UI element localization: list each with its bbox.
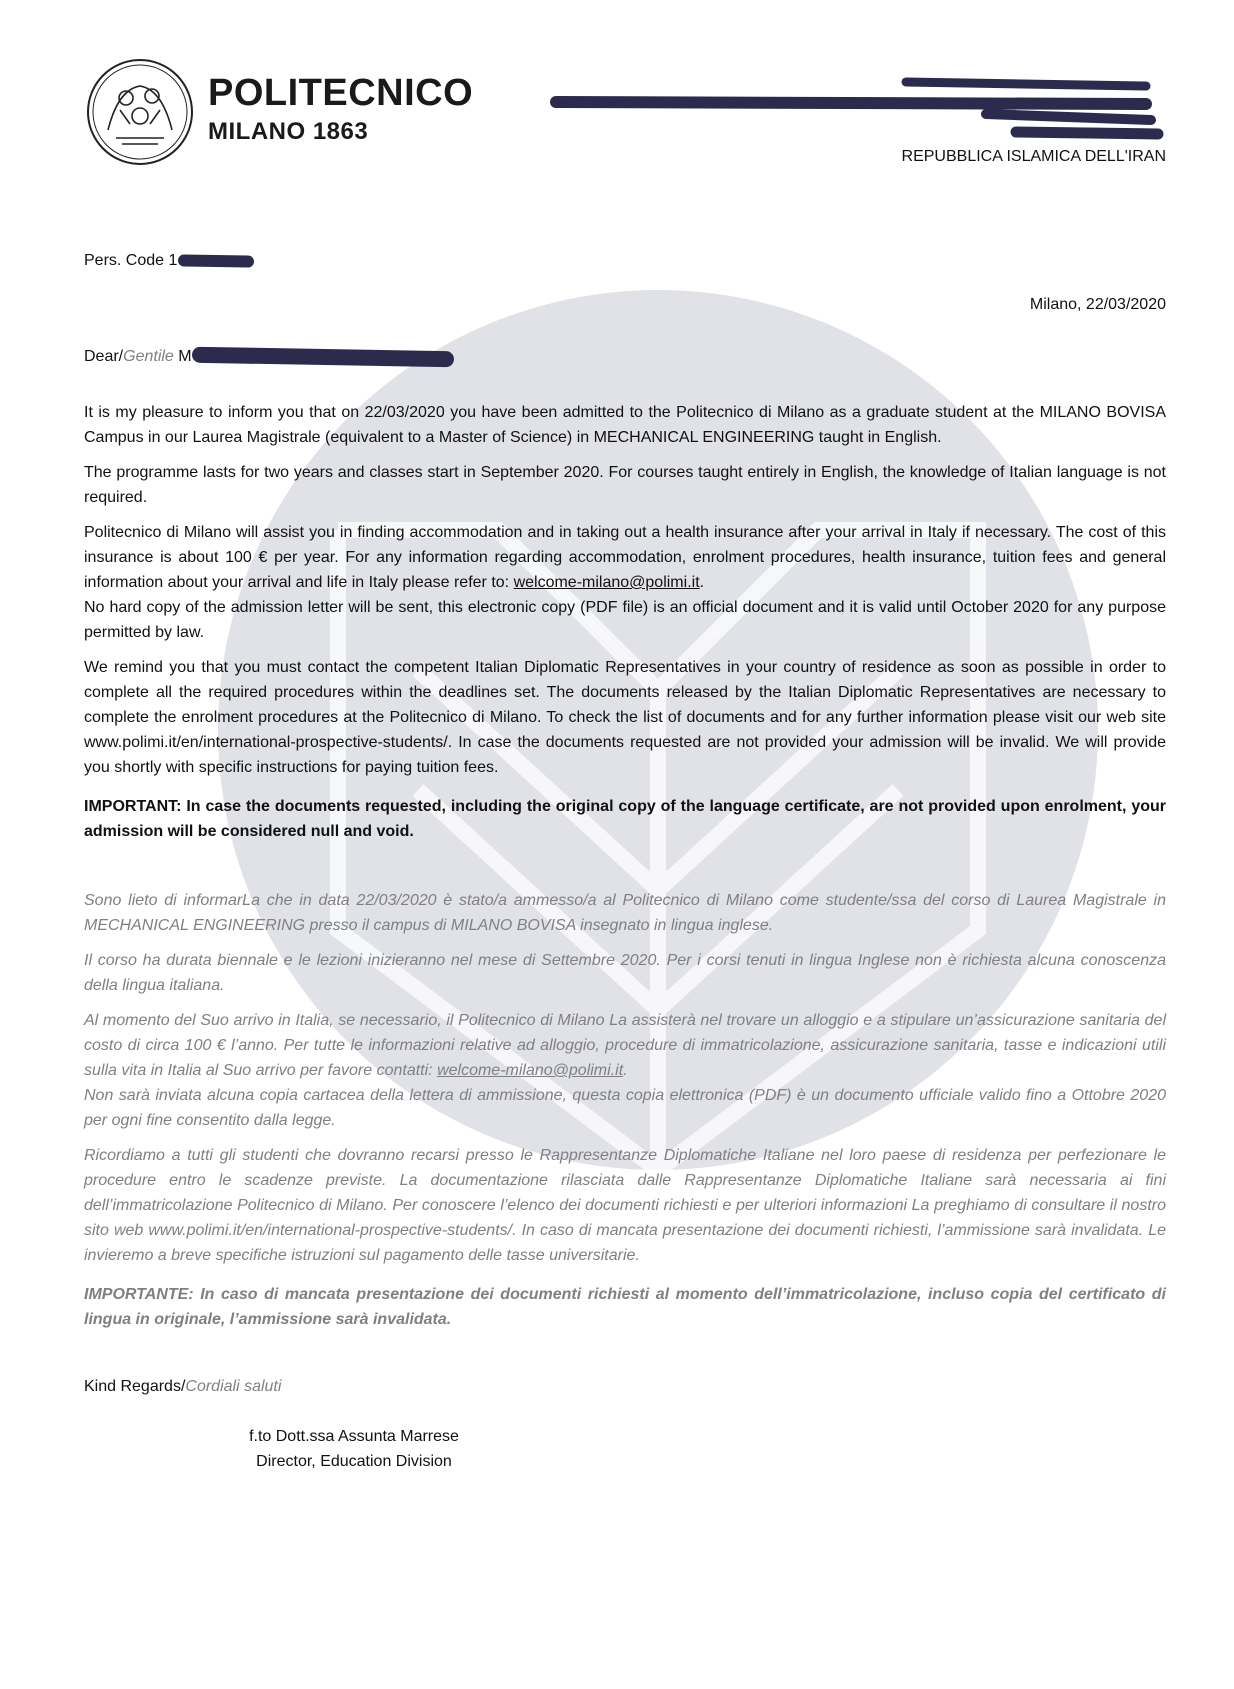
it-paragraph-copy: Non sarà inviata alcuna copia cartacea della lettera di ammissione, questa copia elettronica (PDF) è un documento ufficiale valido fino a Ottobre 2020 per ogni fine consentito dalla legge. <box>84 1087 1166 1129</box>
it-important-notice: IMPORTANTE: In caso di mancata presentazione dei documenti richiesti al momento dell’immatricolazione, incluso copia del certificato di lingua in originale, l’ammissione sarà invalidata. <box>84 1286 1166 1328</box>
code-redaction <box>178 254 254 267</box>
personal-code-label: Pers. Code 1 <box>84 252 178 269</box>
greeting <box>84 348 454 366</box>
signatory-title: Director, Education Division <box>256 1453 452 1470</box>
signatory-name: f.to Dott.ssa Assunta Marrese <box>249 1428 459 1445</box>
letter-date: Milano, 22/03/2020 <box>1029 296 1166 313</box>
logo-name: POLITECNICO <box>208 72 474 114</box>
politecnico-seal-logo <box>86 58 194 166</box>
greeting-name-initial: M <box>178 348 192 365</box>
en-paragraph-programme: The programme lasts for two years and classes start in September 2020. For courses taught entirely in English, the knowledge of Italian language is not required. <box>84 464 1166 506</box>
en-important-notice: IMPORTANT: In case the documents requested, including the original copy of the language certificate, are not provided upon enrolment, your admission will be considered null and void. <box>84 798 1166 840</box>
en-paragraph-admission: It is my pleasure to inform you that on 22/03/2020 you have been admitted to the Politecnico di Milano as a graduate student at the MILANO BOVISA Campus in our Laurea Magistrale (equivalent to a Master of Science) in MECHANICAL ENGINEERING taught in English. <box>84 404 1166 446</box>
en-welcome-email-link[interactable]: welcome-milano@polimi.it <box>513 574 700 591</box>
personal-code <box>84 252 254 270</box>
it-paragraph-assistance: Al momento del Suo arrivo in Italia, se necessario, il Politecnico di Milano La assisterà nel trovare un alloggio e a stipulare un’assicurazione sanitaria del costo di circa 100 € l’anno. Per tutte le informazioni relative ad alloggio, procedure di immatricolazione, assicurazione sanitaria, tasse e indicazioni utili sulla vita in Italia al Suo arrivo per favore contatti: welcome-milano@polimi.it. <box>84 1012 1166 1079</box>
it-paragraph-programme: Il corso ha durata biennale e le lezioni inizieranno nel mese di Settembre 2020. Per i corsi tenuti in lingua Inglese non è richiesta alcuna conoscenza della lingua italiana. <box>84 952 1166 994</box>
en-paragraph-assistance: Politecnico di Milano will assist you in finding accommodation and in taking out a health insurance after your arrival in Italy if necessary. The cost of this insurance is about 100 € per year. For any information regarding accommodation, enrolment procedures, health insurance, tuition fees and general information about your arrival and life in Italy please refer to: welcome-milano@polimi.it. <box>84 524 1166 591</box>
italian-body <box>84 888 1166 1342</box>
english-body <box>84 400 1166 854</box>
greeting-en: Dear/ <box>84 348 124 365</box>
logo-subtitle: MILANO 1863 <box>208 118 369 145</box>
greeting-it: Gentile <box>123 348 174 365</box>
en-paragraph-copy: No hard copy of the admission letter will be sent, this electronic copy (PDF file) is an official document and it is valid until October 2020 for any purpose permitted by law. <box>84 599 1166 641</box>
it-assist-text: Al momento del Suo arrivo in Italia, se necessario, il Politecnico di Milano La assisterà nel trovare un alloggio e a stipulare un’assicurazione sanitaria del costo di circa 100 € l’anno. Per tutte le informazioni relative ad alloggio, procedure di immatricolazione, assicurazione sanitaria, tasse e indicazioni utili sulla vita in Italia al Suo arrivo per favore contatti: <box>84 1012 1166 1079</box>
signature-block <box>236 1424 472 1474</box>
closing-it: Cordiali saluti <box>185 1378 282 1395</box>
it-paragraph-documents: Ricordiamo a tutti gli studenti che dovranno recarsi presso le Rappresentanze Diplomatiche Italiane nel loro paese di residenza per perfezionare le procedure entro le scadenze previste. La documentazione rilasciata dalle Rappresentanze Diplomatiche Italiane sarà necessaria ai fini dell’immatricolazione Politecnico di Milano. Per conoscere l’elenco dei documenti richiesti e per ulteriori informazioni La preghiamo di consultare il nostro sito web www.polimi.it/en/international-prospective-students/. In caso di mancata presentazione dei documenti richiesti, l’ammissione sarà invalidata. Le invieremo a breve specifiche istruzioni sul pagamento delle tasse universitarie. <box>84 1147 1166 1264</box>
name-redaction <box>191 346 453 367</box>
it-paragraph-admission: Sono lieto di informarLa che in data 22/03/2020 è stato/a ammesso/a al Politecnico di Milano come studente/ssa del corso di Laurea Magistrale in MECHANICAL ENGINEERING presso il campus di MILANO BOVISA insegnato in lingua inglese. <box>84 892 1166 934</box>
en-assist-text: Politecnico di Milano will assist you in finding accommodation and in taking out a health insurance after your arrival in Italy if necessary. The cost of this insurance is about 100 € per year. For any information regarding accommodation, enrolment procedures, health insurance, tuition fees and general information about your arrival and life in Italy please refer to: <box>84 524 1166 591</box>
address-redaction <box>546 76 1166 156</box>
recipient-country: REPUBBLICA ISLAMICA DELL'IRAN <box>901 148 1166 165</box>
it-welcome-email-link[interactable]: welcome-milano@polimi.it <box>437 1062 624 1079</box>
en-paragraph-documents: We remind you that you must contact the competent Italian Diplomatic Representatives in your country of residence as soon as possible in order to complete all the required procedures within the deadlines set. The documents released by the Italian Diplomatic Representatives are necessary to complete the enrolment procedures at the Politecnico di Milano. To check the list of documents and for any further information please visit our web site www.polimi.it/en/international-prospective-students/. In case the documents requested are not provided your admission will be invalid. We will provide you shortly with specific instructions for paying tuition fees. <box>84 659 1166 776</box>
closing-en: Kind Regards/ <box>84 1378 186 1395</box>
closing <box>84 1374 1166 1399</box>
